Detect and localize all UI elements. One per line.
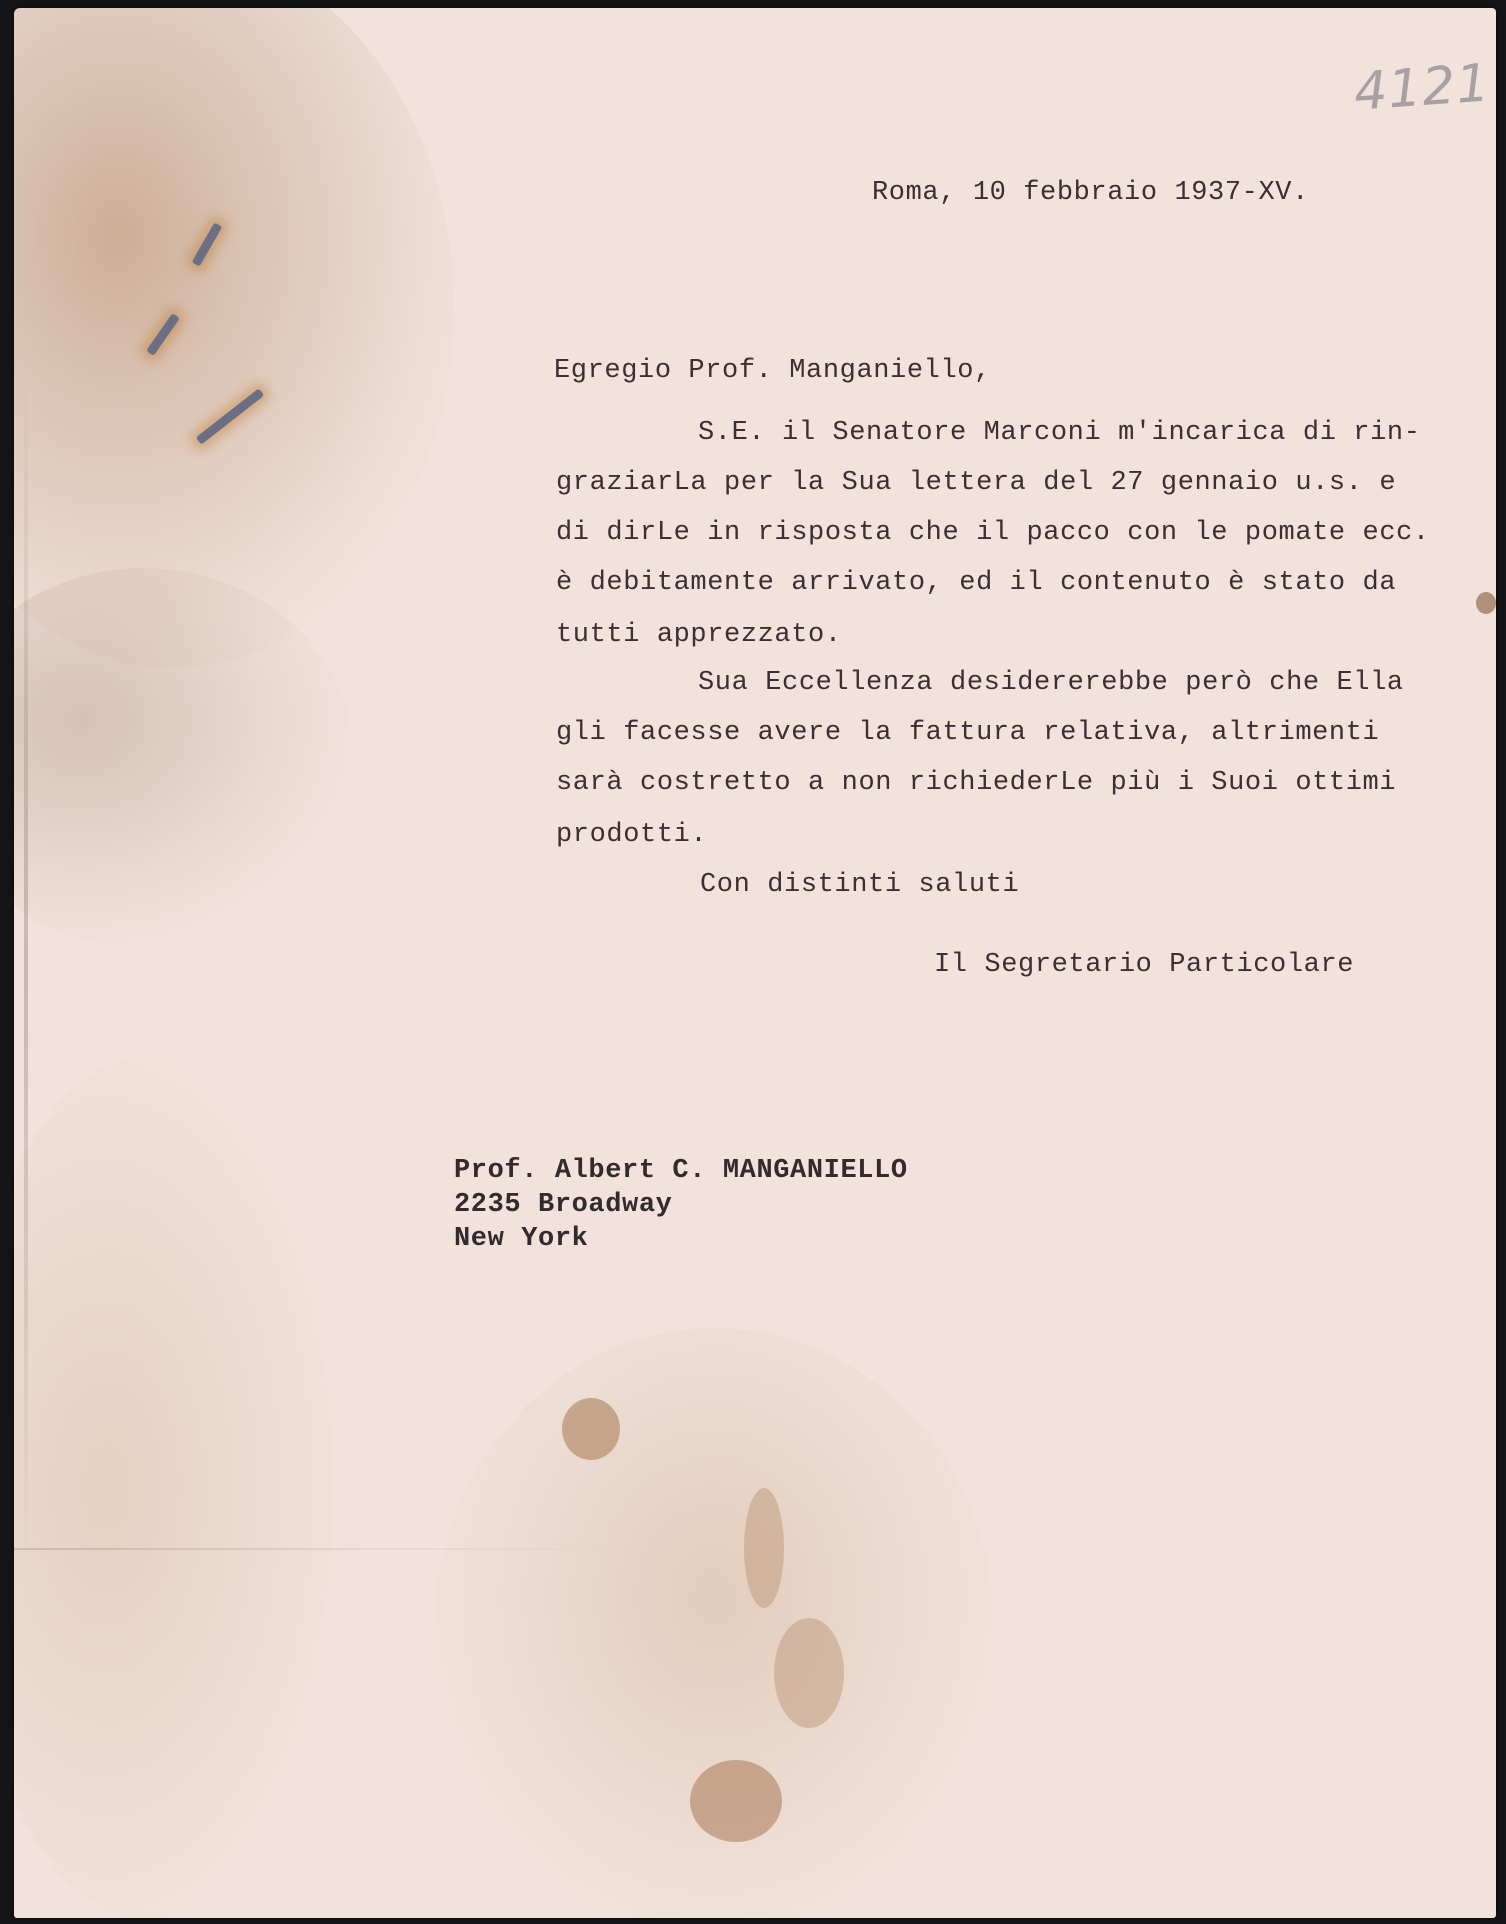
body-line: tutti apprezzato. — [556, 620, 842, 650]
recipient-city: New York — [454, 1224, 589, 1254]
archive-number: 4121 — [1352, 53, 1493, 123]
staple-mark — [196, 388, 265, 444]
body-line: S.E. il Senatore Marconi m'incarica di rin- — [698, 418, 1421, 448]
stain-spot — [690, 1760, 782, 1842]
fold-crease — [14, 1548, 614, 1550]
recipient-name: Prof. Albert C. MANGANIELLO — [454, 1156, 908, 1186]
recipient-street: 2235 Broadway — [454, 1190, 673, 1220]
date-line: Roma, 10 febbraio 1937-XV. — [872, 178, 1309, 208]
body-line: prodotti. — [556, 820, 708, 850]
staple-mark — [192, 222, 223, 266]
body-line: graziarLa per la Sua lettera del 27 gennaio u.s. e — [556, 468, 1397, 498]
stain-left-middle — [14, 568, 354, 948]
stain-spot — [562, 1398, 620, 1460]
staple-mark — [146, 313, 180, 356]
stain-bottom-center — [434, 1328, 994, 1918]
stain-spot — [774, 1618, 844, 1728]
stain-spot — [744, 1488, 784, 1608]
body-line: di dirLe in risposta che il pacco con le pomate ecc. — [556, 518, 1430, 548]
letter-sheet — [14, 8, 1496, 1918]
body-line: sarà costretto a non richiederLe più i Suoi ottimi — [556, 768, 1397, 798]
rust-stain-top-left — [14, 8, 454, 668]
salutation: Egregio Prof. Manganiello, — [554, 356, 991, 386]
closing: Con distinti saluti — [700, 870, 1020, 900]
signature-title: Il Segretario Particolare — [934, 950, 1355, 980]
paper-curl-edge — [24, 368, 28, 1568]
stain-spot — [1476, 592, 1496, 614]
stain-left-lower — [14, 1058, 334, 1918]
body-line: è debitamente arrivato, ed il contenuto è stato da — [556, 568, 1397, 598]
body-line: gli facesse avere la fattura relativa, altrimenti — [556, 718, 1380, 748]
body-line: Sua Eccellenza desidererebbe però che Ella — [698, 668, 1404, 698]
